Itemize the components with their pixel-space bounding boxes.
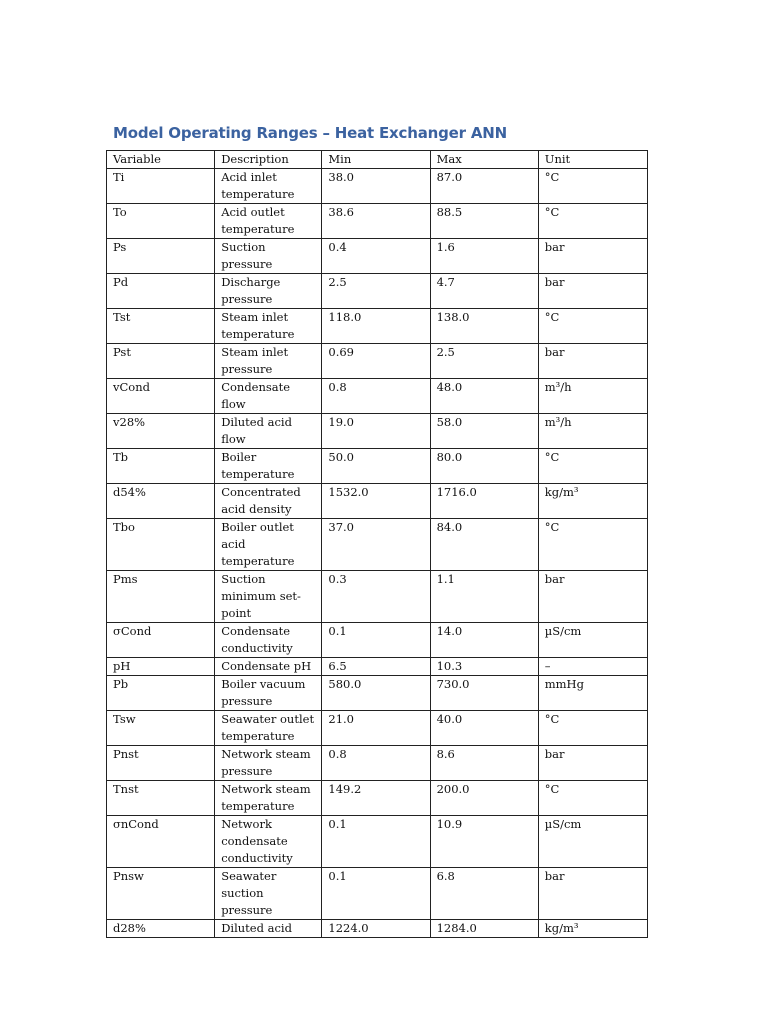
cell-unit: bar	[538, 746, 647, 781]
cell-min: 21.0	[322, 711, 430, 746]
cell-min: 6.5	[322, 658, 430, 676]
cell-variable: Tbo	[107, 519, 215, 571]
cell-unit: bar	[538, 344, 647, 379]
table-row	[107, 204, 648, 239]
cell-unit: mmHg	[538, 676, 647, 711]
cell-unit: µS/cm	[538, 623, 647, 658]
cell-min: 0.1	[322, 816, 430, 868]
cell-description: Boiler outlet acid temperature	[215, 519, 322, 571]
cell-variable: To	[107, 204, 215, 239]
table-row	[107, 676, 648, 711]
cell-max: 87.0	[430, 169, 538, 204]
cell-max: 84.0	[430, 519, 538, 571]
cell-min: 0.4	[322, 239, 430, 274]
cell-description: Steam inlet temperature	[215, 309, 322, 344]
table-row	[107, 920, 648, 938]
header-min: Min	[322, 151, 430, 169]
operating-ranges-table	[106, 150, 648, 938]
cell-min: 0.1	[322, 623, 430, 658]
header-variable: Variable	[107, 151, 215, 169]
cell-max: 10.9	[430, 816, 538, 868]
cell-max: 1.6	[430, 239, 538, 274]
cell-variable: Tnst	[107, 781, 215, 816]
cell-unit: m³/h	[538, 414, 647, 449]
cell-unit: bar	[538, 571, 647, 623]
cell-unit: °C	[538, 309, 647, 344]
cell-max: 14.0	[430, 623, 538, 658]
cell-variable: Tb	[107, 449, 215, 484]
table-row	[107, 449, 648, 484]
cell-unit: bar	[538, 274, 647, 309]
table-row	[107, 379, 648, 414]
cell-min: 580.0	[322, 676, 430, 711]
cell-description: Acid inlet temperature	[215, 169, 322, 204]
header-description: Description	[215, 151, 322, 169]
cell-unit: kg/m³	[538, 920, 647, 938]
table-row	[107, 309, 648, 344]
table-row	[107, 169, 648, 204]
cell-min: 0.8	[322, 379, 430, 414]
table-row	[107, 711, 648, 746]
cell-min: 0.8	[322, 746, 430, 781]
cell-min: 19.0	[322, 414, 430, 449]
cell-description: Diluted acid	[215, 920, 322, 938]
cell-variable: Ti	[107, 169, 215, 204]
cell-variable: Pnsw	[107, 868, 215, 920]
cell-unit: °C	[538, 711, 647, 746]
table-row	[107, 519, 648, 571]
table-row	[107, 658, 648, 676]
cell-min: 0.69	[322, 344, 430, 379]
cell-min: 1532.0	[322, 484, 430, 519]
cell-unit: °C	[538, 781, 647, 816]
cell-min: 37.0	[322, 519, 430, 571]
cell-min: 0.3	[322, 571, 430, 623]
cell-description: Network steam temperature	[215, 781, 322, 816]
cell-max: 8.6	[430, 746, 538, 781]
cell-description: Steam inlet pressure	[215, 344, 322, 379]
cell-unit: bar	[538, 239, 647, 274]
cell-min: 38.0	[322, 169, 430, 204]
cell-max: 6.8	[430, 868, 538, 920]
cell-description: Acid outlet temperature	[215, 204, 322, 239]
cell-description: Diluted acid flow	[215, 414, 322, 449]
cell-unit: µS/cm	[538, 816, 647, 868]
cell-max: 40.0	[430, 711, 538, 746]
cell-unit: m³/h	[538, 379, 647, 414]
table-row	[107, 781, 648, 816]
cell-description: Network condensate conductivity	[215, 816, 322, 868]
cell-max: 200.0	[430, 781, 538, 816]
table-row	[107, 746, 648, 781]
cell-max: 138.0	[430, 309, 538, 344]
cell-description: Condensate conductivity	[215, 623, 322, 658]
cell-variable: Pms	[107, 571, 215, 623]
cell-variable: Tsw	[107, 711, 215, 746]
document-title: Model Operating Ranges – Heat Exchanger ANN	[113, 124, 507, 142]
cell-description: Network steam pressure	[215, 746, 322, 781]
cell-variable: σnCond	[107, 816, 215, 868]
cell-max: 730.0	[430, 676, 538, 711]
cell-max: 1.1	[430, 571, 538, 623]
cell-unit: –	[538, 658, 647, 676]
cell-description: Condensate pH	[215, 658, 322, 676]
cell-variable: Ps	[107, 239, 215, 274]
cell-max: 2.5	[430, 344, 538, 379]
cell-min: 0.1	[322, 868, 430, 920]
cell-description: Seawater outlet temperature	[215, 711, 322, 746]
cell-max: 58.0	[430, 414, 538, 449]
cell-variable: Pnst	[107, 746, 215, 781]
table-row	[107, 344, 648, 379]
table-row	[107, 623, 648, 658]
cell-max: 88.5	[430, 204, 538, 239]
cell-max: 1284.0	[430, 920, 538, 938]
cell-variable: v28%	[107, 414, 215, 449]
cell-min: 2.5	[322, 274, 430, 309]
table-row	[107, 816, 648, 868]
cell-description: Condensate flow	[215, 379, 322, 414]
cell-variable: pH	[107, 658, 215, 676]
table-row	[107, 571, 648, 623]
cell-unit: °C	[538, 449, 647, 484]
cell-max: 1716.0	[430, 484, 538, 519]
cell-min: 38.6	[322, 204, 430, 239]
header-unit: Unit	[538, 151, 647, 169]
cell-max: 10.3	[430, 658, 538, 676]
cell-description: Discharge pressure	[215, 274, 322, 309]
cell-variable: Pd	[107, 274, 215, 309]
cell-unit: bar	[538, 868, 647, 920]
cell-min: 50.0	[322, 449, 430, 484]
cell-variable: σCond	[107, 623, 215, 658]
cell-description: Concentrated acid density	[215, 484, 322, 519]
cell-description: Suction minimum set-point	[215, 571, 322, 623]
table-row	[107, 239, 648, 274]
cell-variable: Pb	[107, 676, 215, 711]
cell-unit: °C	[538, 169, 647, 204]
table-row	[107, 868, 648, 920]
header-max: Max	[430, 151, 538, 169]
cell-variable: Tst	[107, 309, 215, 344]
cell-min: 1224.0	[322, 920, 430, 938]
cell-variable: d54%	[107, 484, 215, 519]
cell-description: Boiler temperature	[215, 449, 322, 484]
cell-description: Seawater suction pressure	[215, 868, 322, 920]
table-header-row	[107, 151, 648, 169]
cell-max: 48.0	[430, 379, 538, 414]
cell-max: 80.0	[430, 449, 538, 484]
table-row	[107, 414, 648, 449]
cell-min: 118.0	[322, 309, 430, 344]
cell-max: 4.7	[430, 274, 538, 309]
cell-min: 149.2	[322, 781, 430, 816]
table-row	[107, 484, 648, 519]
cell-unit: °C	[538, 204, 647, 239]
cell-description: Boiler vacuum pressure	[215, 676, 322, 711]
cell-unit: °C	[538, 519, 647, 571]
cell-variable: d28%	[107, 920, 215, 938]
cell-description: Suction pressure	[215, 239, 322, 274]
cell-variable: Pst	[107, 344, 215, 379]
cell-variable: vCond	[107, 379, 215, 414]
table-row	[107, 274, 648, 309]
cell-unit: kg/m³	[538, 484, 647, 519]
